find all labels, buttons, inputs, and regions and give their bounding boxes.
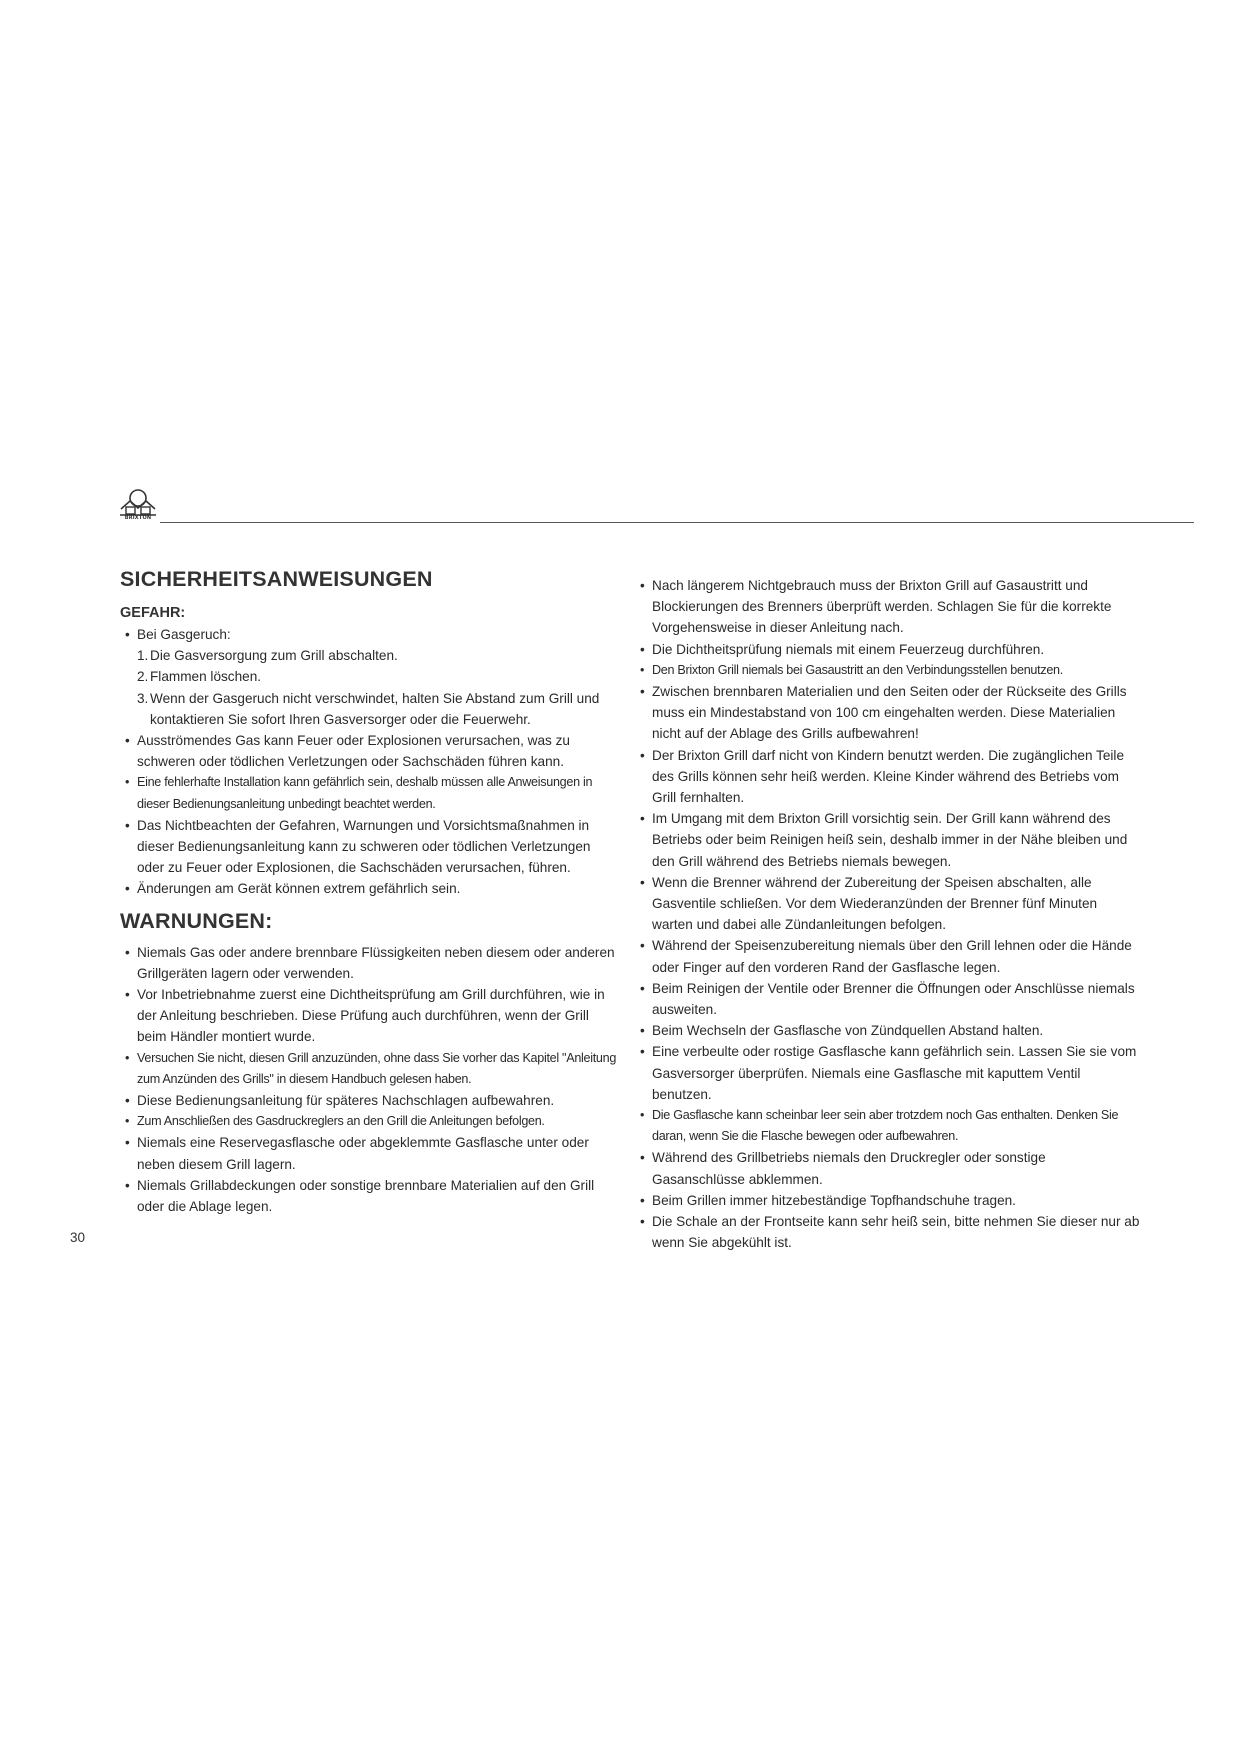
list-item: • Während des Grillbetriebs niemals den Druckregler oder sonstige Gasanschlüsse abklemmen. (635, 1147, 1140, 1189)
step-text: Wenn der Gasgeruch nicht verschwindet, halten Sie Abstand zum Grill und kontaktieren Sie sofort Ihren Gasversorger oder die Feuerwehr. (150, 690, 600, 727)
left-column (120, 566, 620, 1217)
numbered-step (120, 666, 620, 687)
list-item: • Beim Reinigen der Ventile oder Brenner die Öffnungen oder Anschlüsse niemals ausweiten. (635, 978, 1140, 1020)
list-item: • Wenn die Brenner während der Zubereitung der Speisen abschalten, alle Gasventile schließen. Vor dem Wiederanzünden der Brenner fünf Minuten warten und dabei alle Zündanleitungen befolgen. (635, 872, 1140, 936)
step-number: 2. (137, 669, 149, 685)
step-number: 3. (137, 690, 149, 706)
step-text: Flammen löschen. (150, 669, 262, 685)
brixton-logo (118, 488, 158, 524)
list-item: • Versuchen Sie nicht, diesen Grill anzuzünden, ohne dass Sie vorher das Kapitel "Anleitung zum Anzünden des Grills" in diesem Handbuch gelesen haben. (120, 1048, 620, 1090)
list-item-text: Bei Gasgeruch: (137, 627, 231, 642)
list-item: • Diese Bedienungsanleitung für späteres Nachschlagen aufbewahren. (120, 1090, 620, 1111)
list-item: • Der Brixton Grill darf nicht von Kindern benutzt werden. Die zugänglichen Teile des Grills können sehr heiß werden. Kleine Kinder während des Betriebs vom Grill fernhalten. (635, 745, 1140, 809)
list-item: • Niemals eine Reservegasflasche oder abgeklemmte Gasflasche unter oder neben diesem Grill lagern. (120, 1132, 620, 1174)
danger-list-continued (120, 730, 620, 900)
numbered-step (120, 688, 620, 730)
warnings-list (120, 942, 620, 1218)
step-number: 1. (137, 648, 149, 664)
danger-label: GEFAHR: (120, 605, 186, 621)
list-item: • Eine fehlerhafte Installation kann gefährlich sein, deshalb müssen alle Anweisungen in dieser Bedienungsanleitung unbedingt beachtet werden. (120, 772, 620, 814)
list-item: • Vor Inbetriebnahme zuerst eine Dichtheitsprüfung am Grill durchführen, wie in der Anleitung beschrieben. Diese Prüfung auch durchführen, wenn der Grill beim Händler montiert wurde. (120, 984, 620, 1048)
list-item (120, 624, 620, 645)
logo-wordmark: BRIXTON (124, 515, 152, 521)
page-number: 30 (70, 1230, 86, 1245)
right-column (635, 575, 1140, 1254)
warnings-title: WARNUNGEN: (120, 908, 273, 933)
safety-instructions-title: SICHERHEITSANWEISUNGEN (120, 567, 433, 591)
step-text: Die Gasversorgung zum Grill abschalten. (150, 648, 398, 664)
gas-smell-steps (120, 645, 620, 730)
warnings-list-continued (635, 575, 1140, 1254)
list-item: • Niemals Gas oder andere brennbare Flüssigkeiten neben diesem oder anderen Grillgeräten lagern oder verwenden. (120, 942, 620, 984)
list-item: • Ausströmendes Gas kann Feuer oder Explosionen verursachen, was zu schweren oder tödlichen Verletzungen oder Sachschäden führen kann. (120, 730, 620, 772)
list-item: • Die Gasflasche kann scheinbar leer sein aber trotzdem noch Gas enthalten. Denken Sie daran, wenn Sie die Flasche bewegen oder aufbewahren. (635, 1105, 1140, 1147)
header-divider (160, 522, 1194, 523)
danger-list (120, 624, 620, 645)
list-item: • Die Schale an der Frontseite kann sehr heiß sein, bitte nehmen Sie dieser nur ab wenn Sie abgekühlt ist. (635, 1211, 1140, 1253)
list-item: • Den Brixton Grill niemals bei Gasaustritt an den Verbindungsstellen benutzen. (635, 660, 1140, 681)
list-item: • Während der Speisenzubereitung niemals über den Grill lehnen oder die Hände oder Finger auf den vorderen Rand der Gasflasche legen. (635, 935, 1140, 977)
list-item: • Zum Anschließen des Gasdruckreglers an den Grill die Anleitungen befolgen. (120, 1111, 620, 1132)
list-item: • Im Umgang mit dem Brixton Grill vorsichtig sein. Der Grill kann während des Betriebs oder beim Reinigen heiß sein, deshalb immer in der Nähe bleiben und den Grill während des Betriebs niemals bewegen. (635, 808, 1140, 872)
list-item: • Beim Grillen immer hitzebeständige Topfhandschuhe tragen. (635, 1190, 1140, 1211)
list-item: • Eine verbeulte oder rostige Gasflasche kann gefährlich sein. Lassen Sie sie vom Gasversorger überprüfen. Niemals eine Gasflasche mit kaputtem Ventil benutzen. (635, 1041, 1140, 1105)
list-item: • Nach längerem Nichtgebrauch muss der Brixton Grill auf Gasaustritt und Blockierungen des Brenners überprüft werden. Schlagen Sie für die korrekte Vorgehensweise in dieser Anleitung nach. (635, 575, 1140, 639)
list-item: • Das Nichtbeachten der Gefahren, Warnungen und Vorsichtsmaßnahmen in dieser Bedienungsanleitung kann zu schweren oder tödlichen Verletzungen oder zu Feuer oder Explosionen, die Sachschäden verursachen, führen. (120, 815, 620, 879)
list-item: • Änderungen am Gerät können extrem gefährlich sein. (120, 878, 620, 899)
list-item: • Die Dichtheitsprüfung niemals mit einem Feuerzeug durchführen. (635, 639, 1140, 660)
house-logo-icon (118, 488, 158, 518)
list-item: • Beim Wechseln der Gasflasche von Zündquellen Abstand halten. (635, 1020, 1140, 1041)
list-item: • Niemals Grillabdeckungen oder sonstige brennbare Materialien auf den Grill oder die Ablage legen. (120, 1175, 620, 1217)
numbered-step (120, 645, 620, 666)
list-item: • Zwischen brennbaren Materialien und den Seiten oder der Rückseite des Grills muss ein Mindestabstand von 100 cm eingehalten werden. Diese Materialien nicht auf der Ablage des Grills aufbewahren! (635, 681, 1140, 745)
